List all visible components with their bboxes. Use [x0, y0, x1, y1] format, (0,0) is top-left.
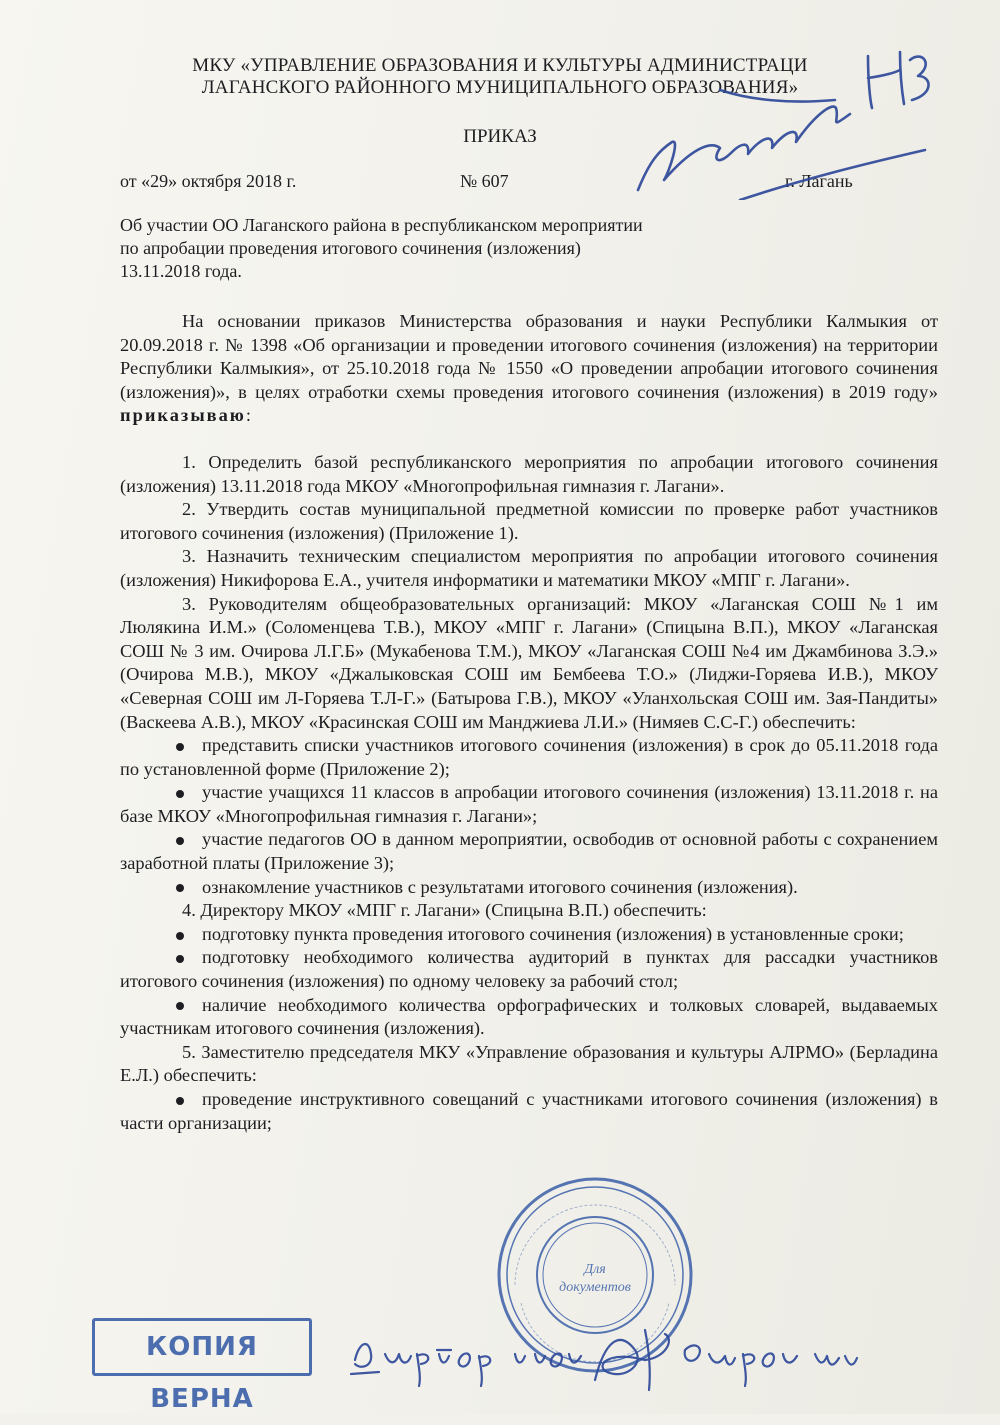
bullet-icon	[176, 884, 184, 892]
bullet-item	[120, 1088, 938, 1135]
bullet-text: подготовку пункта проведения итогового сочинения (изложения) в установленные сроки;	[202, 923, 904, 944]
bullet-text: наличие необходимого количества орфографических и толковых словарей, выдаваемых участникам итогового сочинения (изложения).	[120, 994, 938, 1039]
bullet-item	[120, 828, 938, 875]
subject-line-1: Об участии ОО Лаганского района в республиканском мероприятии	[120, 215, 643, 235]
bullet-icon	[176, 743, 184, 751]
item-3-heads: 3. Руководителям общеобразовательных организаций: МКОУ «Лаганская СОШ №1 им Люлякина И.М.» (Соломенцева Т.В.), МКОУ «МПГ г. Лагани» (Спицына В.П.), МКОУ «Лаганская СОШ № 3 им. Очирова Л.Г.Б» (Мукабенова Т.М.), МКОУ «Лаганская СОШ №4 им Джамбинова З.Э.» (Очирова М.В.), МКОУ «Джалыковская СОШ им Бембеева Т.О.» (Лиджи-Горяева И.В.), МКОУ «Северная СОШ им Л-Горяева Т.Л-Г.» (Батырова Г.В.), МКОУ «Уланхольская СОШ им. Зая-Пандиты» (Васкеева А.В.), МКОУ «Красинская СОШ им Манджиева Л.И.» (Нимяев С.С-Г.) обеспечить:	[120, 593, 938, 732]
bullet-item	[120, 876, 938, 900]
bullet-item	[120, 994, 938, 1041]
handwritten-certification-signature	[345, 1320, 865, 1400]
bullet-text: ознакомление участников с результатами итогового сочинения (изложения).	[202, 876, 798, 897]
order-subject	[120, 214, 820, 283]
order-number: № 607	[460, 171, 509, 191]
order-keyword: приказываю	[120, 405, 246, 426]
bullet-icon	[176, 790, 184, 798]
item-4: 4. Директору МКОУ «МПГ г. Лагани» (Спицына В.П.) обеспечить:	[182, 900, 707, 921]
bullet-item	[120, 946, 938, 993]
bullet-text: проведение инструктивного совещаний с участниками итогового сочинения (изложения) в части организации;	[120, 1089, 938, 1133]
preamble-text: На основании приказов Министерства образования и науки Республики Калмыкия от 20.09.2018 г. № 1398 «Об организации и проведении итогового сочинения (изложения) на территории Республики Калмыкия», от 25.10.2018 года № 1550 «О проведении апробации итогового сочинения (изложения)», в целях отработки схемы проведения итогового сочинения (изложения) в 2019 году»	[120, 311, 938, 402]
handwritten-resolution-signature	[600, 30, 930, 200]
item-5: 5. Заместителю председателя МКУ «Управление образования и культуры АЛРМО» (Берладина Е.Л.) обеспечить:	[120, 1041, 938, 1086]
seal-line-2: документов	[559, 1280, 631, 1295]
preamble-colon: :	[245, 405, 251, 426]
bullet-text: участие педагогов ОО в данном мероприятии, освободив от основной работы с сохранением заработной платы (Приложение 3);	[120, 829, 938, 874]
order-date: от «29» октября 2018 г.	[120, 171, 297, 191]
bullet-item	[120, 781, 938, 828]
header-line-1: МКУ «УПРАВЛЕНИЕ ОБРАЗОВАНИЯ И КУЛЬТУРЫ АДМИНИСТРАЦИ	[192, 55, 808, 76]
order-title: ПРИКАЗ	[463, 126, 537, 147]
bullet-text: подготовку необходимого количества аудиторий в пунктах для рассадки участников итогового сочинения (изложения) по одному человеку за рабочий стол;	[120, 947, 938, 992]
bullet-text: участие учащихся 11 классов в апробации итогового сочинения (изложения) 13.11.2018 г. на базе МКОУ «Многопрофильная гимназия г. Лагани»;	[120, 782, 938, 826]
item-1: 1. Определить базой республиканского мероприятия по апробации итогового сочинения (изложения) 13.11.2018 года МКОУ «Многопрофильная гимназия г. Лагани».	[120, 451, 938, 496]
item-2: 2. Утвердить состав муниципальной предметной комиссии по проверке работ участников итогового сочинения (изложения) (Приложение 1).	[120, 499, 938, 543]
bullet-icon	[176, 837, 184, 845]
preamble	[120, 310, 938, 428]
seal-line-1: Для	[584, 1262, 606, 1277]
header-line-2: ЛАГАНСКОГО РАЙОННОГО МУНИЦИПАЛЬНОГО ОБРАЗОВАНИЯ»	[201, 77, 799, 98]
bullet-icon	[176, 932, 184, 940]
order-city: г. Лагань	[785, 171, 853, 191]
bullet-item	[120, 923, 938, 947]
order-body	[120, 310, 938, 1135]
bullet-icon	[176, 955, 184, 963]
bullet-item	[120, 734, 938, 781]
copy-certified-stamp: КОПИЯ ВЕРНА	[92, 1318, 312, 1376]
subject-line-2: по апробации проведения итогового сочинения (изложения)	[120, 238, 581, 258]
bullet-icon	[176, 1002, 184, 1010]
bullet-icon	[176, 1097, 184, 1105]
subject-line-3: 13.11.2018 года.	[120, 261, 242, 281]
item-3: 3. Назначить техническим специалистом мероприятия по апробации итогового сочинения (изложения) Никифорова Е.А., учителя информатики и математики МКОУ «МПГ г. Лагани».	[120, 546, 938, 590]
bullet-text: представить списки участников итогового сочинения (изложения) в срок до 05.11.2018 года по установленной форме (Приложение 2);	[120, 735, 938, 779]
